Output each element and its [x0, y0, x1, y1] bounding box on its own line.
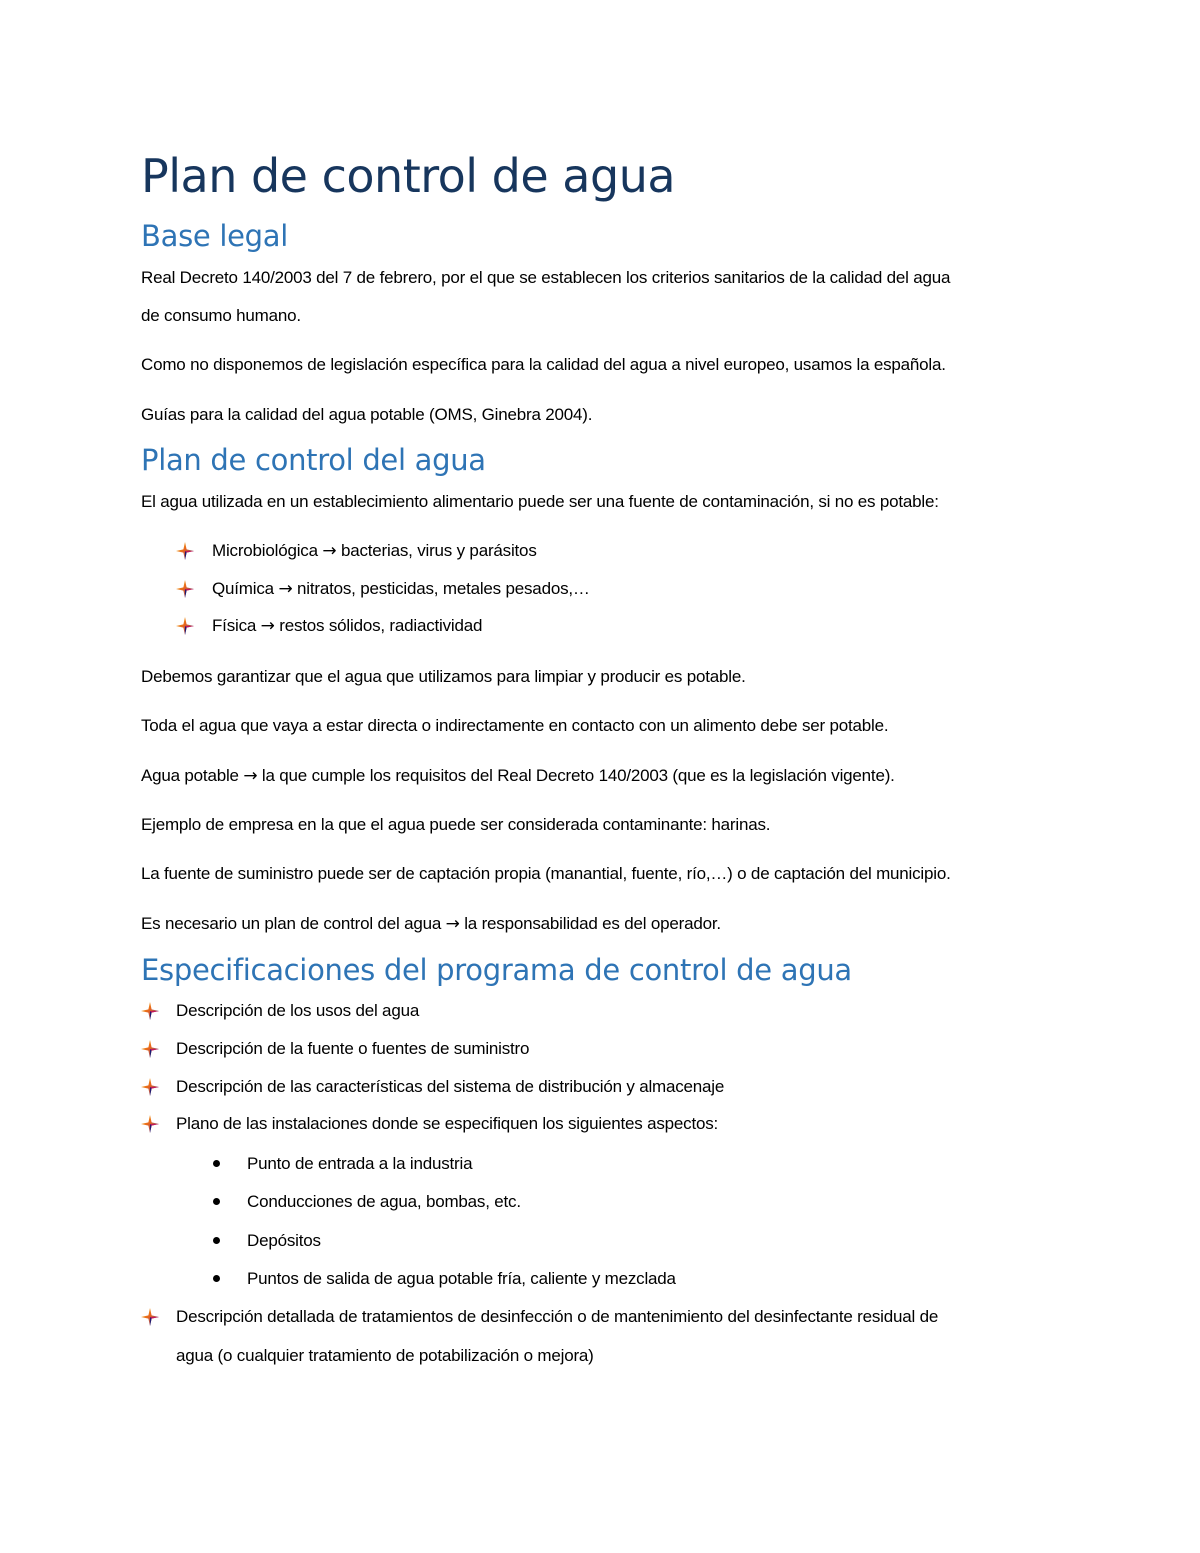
spec-item-5-line2: agua (o cualquier tratamiento de potabilización o mejora)	[176, 1346, 594, 1365]
arrow-icon: →	[243, 766, 258, 786]
bullet-text: bacterias, virus y parásitos	[340, 541, 537, 560]
dot-bullet-icon	[213, 1160, 220, 1167]
plan-intro: El agua utilizada en un establecimiento alimentario puede ser una fuente de contaminación, si no es potable:	[141, 492, 939, 511]
star-bullet-icon	[141, 1002, 159, 1020]
base-legal-p1-line2: de consumo humano.	[141, 306, 301, 325]
spec-item-3: Descripción de las características del sistema de distribución y almacenaje	[176, 1077, 725, 1096]
heading-especificaciones: Especificaciones del programa de control de agua	[141, 953, 852, 987]
dot-bullet-icon	[213, 1198, 220, 1205]
bullet-label: Microbiológica	[212, 541, 318, 560]
dot-bullet-icon	[213, 1275, 220, 1282]
spec-item-4: Plano de las instalaciones donde se especifiquen los siguientes aspectos:	[176, 1114, 719, 1133]
base-legal-p3: Guías para la calidad del agua potable (OMS, Ginebra 2004).	[141, 405, 593, 424]
document-title: Plan de control de agua	[141, 149, 676, 203]
plan-p4: Ejemplo de empresa en la que el agua puede ser considerada contaminante: harinas.	[141, 815, 771, 834]
plan-p3-a: Agua potable	[141, 766, 239, 785]
plan-p6-a: Es necesario un plan de control del agua	[141, 914, 442, 933]
plan-p2: Toda el agua que vaya a estar directa o indirectamente en contacto con un alimento debe ser potable.	[141, 716, 889, 735]
plan-p5: La fuente de suministro puede ser de captación propia (manantial, fuente, río,…) o de captación del municipio.	[141, 864, 951, 883]
dot-bullet-icon	[213, 1237, 220, 1244]
heading-plan-control: Plan de control del agua	[141, 443, 486, 477]
plan-p3-b: la que cumple los requisitos del Real Decreto 140/2003 (que es la legislación vigente).	[261, 766, 895, 785]
spec-item-5-line1: Descripción detallada de tratamientos de desinfección o de mantenimiento del desinfectante residual de	[176, 1307, 939, 1326]
arrow-icon: →	[278, 579, 293, 599]
spec-subitem-3: Depósitos	[247, 1231, 321, 1250]
arrow-icon: →	[445, 914, 460, 934]
bullet-label: Química	[212, 579, 274, 598]
plan-p6-b: la responsabilidad es del operador.	[464, 914, 721, 933]
bullet-text: restos sólidos, radiactividad	[279, 616, 483, 635]
arrow-icon: →	[322, 541, 337, 561]
plan-p6	[141, 905, 1066, 943]
star-bullet-icon	[176, 580, 194, 598]
arrow-icon: →	[260, 616, 275, 636]
bullet-microbiologica	[212, 539, 537, 563]
spec-subitem-4: Puntos de salida de agua potable fría, caliente y mezclada	[247, 1269, 676, 1288]
plan-p1: Debemos garantizar que el agua que utilizamos para limpiar y producir es potable.	[141, 667, 746, 686]
spec-subitem-2: Conducciones de agua, bombas, etc.	[247, 1192, 521, 1211]
star-bullet-icon	[141, 1040, 159, 1058]
bullet-quimica	[212, 577, 590, 601]
bullet-fisica	[212, 614, 482, 638]
heading-base-legal: Base legal	[141, 219, 288, 253]
star-bullet-icon	[141, 1078, 159, 1096]
bullet-label: Física	[212, 616, 257, 635]
plan-p3	[141, 757, 1066, 795]
spec-item-1: Descripción de los usos del agua	[176, 1001, 420, 1020]
base-legal-p1-line1: Real Decreto 140/2003 del 7 de febrero, por el que se establecen los criterios sanitarios de la calidad del agua	[141, 268, 951, 287]
bullet-text: nitratos, pesticidas, metales pesados,…	[297, 579, 590, 598]
star-bullet-icon	[141, 1308, 159, 1326]
star-bullet-icon	[141, 1115, 159, 1133]
base-legal-p2: Como no disponemos de legislación específica para la calidad del agua a nivel europeo, usamos la española.	[141, 355, 946, 374]
spec-item-2: Descripción de la fuente o fuentes de suministro	[176, 1039, 530, 1058]
star-bullet-icon	[176, 542, 194, 560]
star-bullet-icon	[176, 617, 194, 635]
spec-subitem-1: Punto de entrada a la industria	[247, 1154, 473, 1173]
